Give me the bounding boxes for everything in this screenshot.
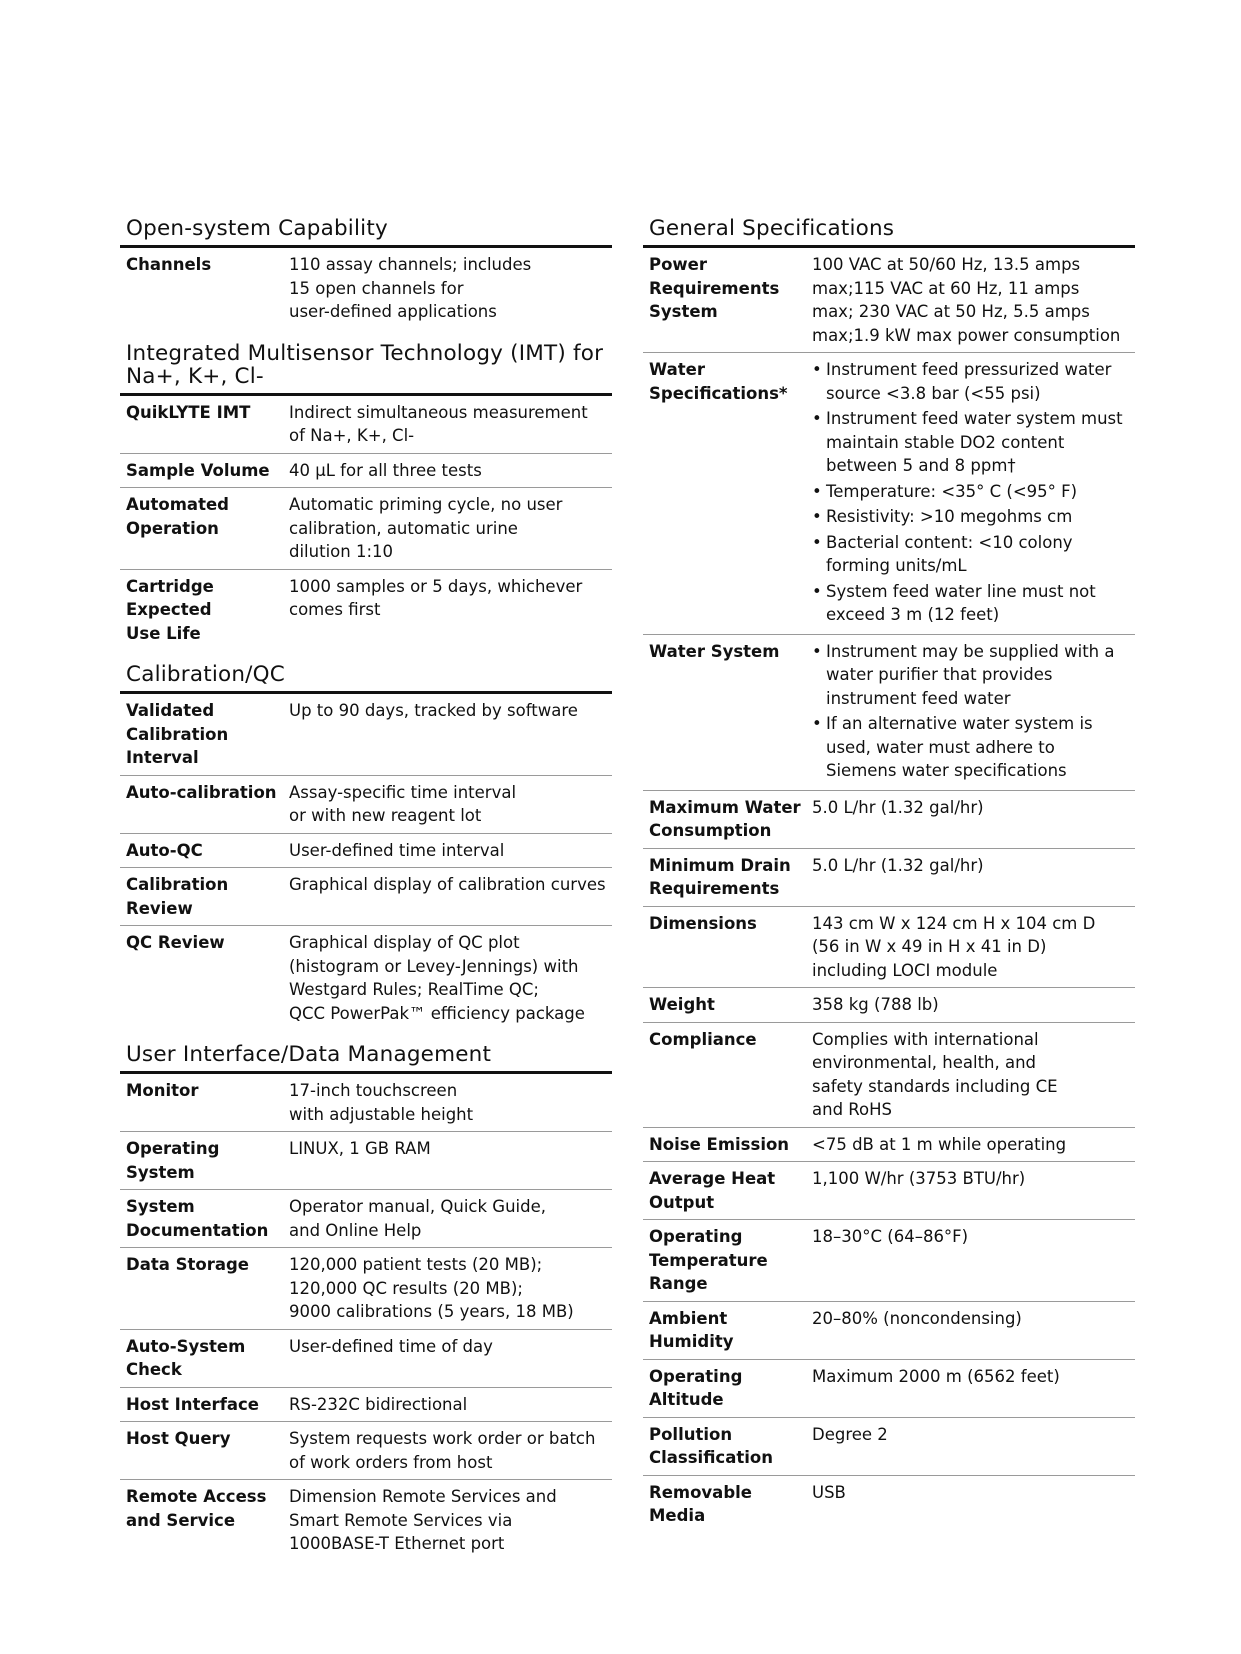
- bullet-item: • Temperature: <35° C (<95° F): [812, 480, 1135, 504]
- spec-value: Degree 2: [812, 1424, 888, 1444]
- spec-value: Graphical display of QC plot (histogram or Levey-Jennings) with Westgard Rules; RealTime QC; QCC PowerPak™ efficiency package: [289, 933, 585, 1023]
- spec-value: Indirect simultaneous measurement of Na+, K+, Cl-: [289, 402, 588, 445]
- spec-row: [643, 1360, 1135, 1418]
- spec-value: 5.0 L/hr (1.32 gal/hr): [812, 797, 984, 817]
- spec-label: Average Heat Output: [649, 1169, 776, 1212]
- spec-label: Cartridge Expected Use Life: [126, 576, 214, 643]
- bullet-item: • System feed water line must not exceed 3 m (12 feet): [812, 580, 1135, 627]
- spec-row: [643, 907, 1135, 989]
- spec-label: QC Review: [126, 933, 225, 952]
- spec-label: Operating System: [126, 1139, 220, 1182]
- spec-label: Water System: [649, 641, 780, 661]
- spec-label: Monitor: [126, 1081, 199, 1100]
- spec-label: Ambient Humidity: [649, 1308, 734, 1351]
- section-title: User Interface/Data Management: [120, 1038, 612, 1074]
- spec-label: Host Query: [126, 1429, 231, 1448]
- spec-value: 120,000 patient tests (20 MB); 120,000 QC results (20 MB); 9000 calibrations (5 years, 18 MB): [289, 1255, 574, 1321]
- section-general-specifications: [643, 212, 1135, 1533]
- spec-value: 100 VAC at 50/60 Hz, 13.5 amps max;115 VAC at 60 Hz, 11 amps max; 230 VAC at 50 Hz, 5.5 amps max;1.9 kW max power consumption: [812, 255, 1121, 345]
- spec-value: 110 assay channels; includes 15 open channels for user-defined applications: [289, 255, 532, 321]
- left-column: [120, 212, 612, 1569]
- spec-label: Weight: [649, 995, 715, 1014]
- spec-label: Pollution Classification: [649, 1424, 773, 1467]
- spec-row: [120, 834, 612, 869]
- spec-value: Dimension Remote Services and Smart Remote Services via 1000BASE-T Ethernet port: [289, 1487, 557, 1553]
- spec-label: Compliance: [649, 1029, 757, 1049]
- spec-label: Validated Calibration Interval: [126, 701, 229, 767]
- section-title: Open-system Capability: [120, 212, 612, 248]
- right-column: [643, 212, 1135, 1541]
- spec-row: [120, 488, 612, 570]
- section-calibration-qc: [120, 658, 612, 1030]
- spec-row: [643, 849, 1135, 907]
- spec-row: [120, 926, 612, 1030]
- spec-row: [120, 1480, 612, 1561]
- section-title: Calibration/QC: [120, 658, 612, 694]
- spec-bullet-list: [812, 358, 1135, 629]
- spec-label: Channels: [126, 255, 212, 274]
- spec-value: 1,100 W/hr (3753 BTU/hr): [812, 1169, 1026, 1188]
- spec-value: 20–80% (noncondensing): [812, 1308, 1022, 1328]
- spec-row: [120, 570, 612, 651]
- spec-label: Noise Emission: [649, 1134, 790, 1154]
- spec-row: [120, 1248, 612, 1330]
- spec-label: Auto-calibration: [126, 782, 277, 802]
- spec-label: Auto-QC: [126, 840, 203, 860]
- spec-row: [120, 396, 612, 454]
- spec-label: Minimum Drain Requirements: [649, 855, 791, 898]
- spec-value: 18–30°C (64–86°F): [812, 1227, 969, 1246]
- spec-value: Automatic priming cycle, no user calibration, automatic urine dilution 1:10: [289, 495, 563, 561]
- section-integrated-multisensor-technology-imt-for-na-k-cl: [120, 337, 612, 651]
- spec-row: [120, 1422, 612, 1480]
- spec-label: Calibration Review: [126, 875, 229, 918]
- spec-row: [120, 776, 612, 834]
- spec-value: 17-inch touchscreen with adjustable height: [289, 1081, 474, 1124]
- bullet-item: • Instrument feed pressurized water source <3.8 bar (<55 psi): [812, 358, 1135, 405]
- spec-row: [120, 1190, 612, 1248]
- spec-label: Remote Access and Service: [126, 1487, 267, 1530]
- spec-row: [120, 1330, 612, 1388]
- spec-row: [643, 1162, 1135, 1220]
- spec-row: [643, 988, 1135, 1023]
- spec-row: [120, 1388, 612, 1423]
- bullet-item: • Resistivity: >10 megohms cm: [812, 505, 1135, 529]
- section-open-system-capability: [120, 212, 612, 329]
- spec-label: Maximum Water Consumption: [649, 797, 801, 840]
- spec-row: [643, 248, 1135, 353]
- spec-value: Up to 90 days, tracked by software: [289, 701, 578, 720]
- spec-label: QuikLYTE IMT: [126, 402, 251, 422]
- spec-row: [120, 1132, 612, 1190]
- spec-bullet-list: [812, 640, 1135, 785]
- spec-row: [120, 454, 612, 489]
- section-user-interface-data-management: [120, 1038, 612, 1561]
- spec-row: [643, 1418, 1135, 1476]
- spec-value: Maximum 2000 m (6562 feet): [812, 1366, 1060, 1386]
- spec-row: [643, 635, 1135, 791]
- spec-label: Removable Media: [649, 1482, 752, 1525]
- spec-row: [120, 1074, 612, 1132]
- spec-label: Sample Volume: [126, 460, 270, 480]
- spec-value: <75 dB at 1 m while operating: [812, 1134, 1067, 1154]
- spec-row: [643, 1476, 1135, 1533]
- spec-value: 1000 samples or 5 days, whichever comes first: [289, 576, 583, 619]
- spec-row: [643, 353, 1135, 635]
- section-title: General Specifications: [643, 212, 1135, 248]
- spec-row: [643, 1023, 1135, 1128]
- bullet-item: • Bacterial content: <10 colony forming units/mL: [812, 531, 1135, 578]
- spec-label: Auto-System Check: [126, 1336, 246, 1379]
- spec-value: LINUX, 1 GB RAM: [289, 1139, 431, 1158]
- spec-value: Operator manual, Quick Guide, and Online Help: [289, 1197, 546, 1240]
- spec-value: 5.0 L/hr (1.32 gal/hr): [812, 855, 984, 875]
- bullet-item: • Instrument feed water system must maintain stable DO2 content between 5 and 8 ppm†: [812, 407, 1135, 478]
- spec-value: 143 cm W x 124 cm H x 104 cm D (56 in W x 49 in H x 41 in D) including LOCI module: [812, 913, 1096, 980]
- spec-label: Operating Temperature Range: [649, 1227, 768, 1293]
- spec-row: [643, 791, 1135, 849]
- spec-row: [120, 248, 612, 329]
- bullet-list: [812, 358, 1135, 627]
- spec-value: 40 µL for all three tests: [289, 460, 482, 480]
- spec-label: Automated Operation: [126, 495, 229, 538]
- spec-row: [643, 1128, 1135, 1163]
- spec-label: Dimensions: [649, 913, 757, 933]
- spec-row: [643, 1302, 1135, 1360]
- spec-value: Complies with international environmental, health, and safety standards including CE and RoHS: [812, 1029, 1058, 1119]
- spec-value: RS-232C bidirectional: [289, 1394, 468, 1414]
- spec-value: USB: [812, 1482, 846, 1502]
- spec-row: [120, 868, 612, 926]
- spec-value: Graphical display of calibration curves: [289, 875, 606, 894]
- bullet-item: • If an alternative water system is used, water must adhere to Siemens water specifications: [812, 712, 1135, 783]
- spec-label: Operating Altitude: [649, 1366, 743, 1409]
- spec-row: [120, 694, 612, 776]
- spec-label: Water Specifications*: [649, 360, 788, 403]
- bullet-item: • Instrument may be supplied with a water purifier that provides instrument feed water: [812, 640, 1135, 711]
- section-title: Integrated Multisensor Technology (IMT) for Na+, K+, Cl-: [120, 337, 612, 396]
- spec-label: System Documentation: [126, 1197, 269, 1240]
- bullet-list: [812, 640, 1135, 783]
- spec-value: User-defined time interval: [289, 840, 505, 860]
- spec-label: Data Storage: [126, 1255, 249, 1274]
- spec-value: User-defined time of day: [289, 1336, 493, 1356]
- spec-row: [643, 1220, 1135, 1302]
- spec-label: Host Interface: [126, 1394, 259, 1414]
- spec-label: Power Requirements System: [649, 255, 780, 321]
- spec-value: System requests work order or batch of work orders from host: [289, 1429, 596, 1472]
- spec-value: 358 kg (788 lb): [812, 995, 939, 1014]
- spec-value: Assay-specific time interval or with new reagent lot: [289, 782, 517, 825]
